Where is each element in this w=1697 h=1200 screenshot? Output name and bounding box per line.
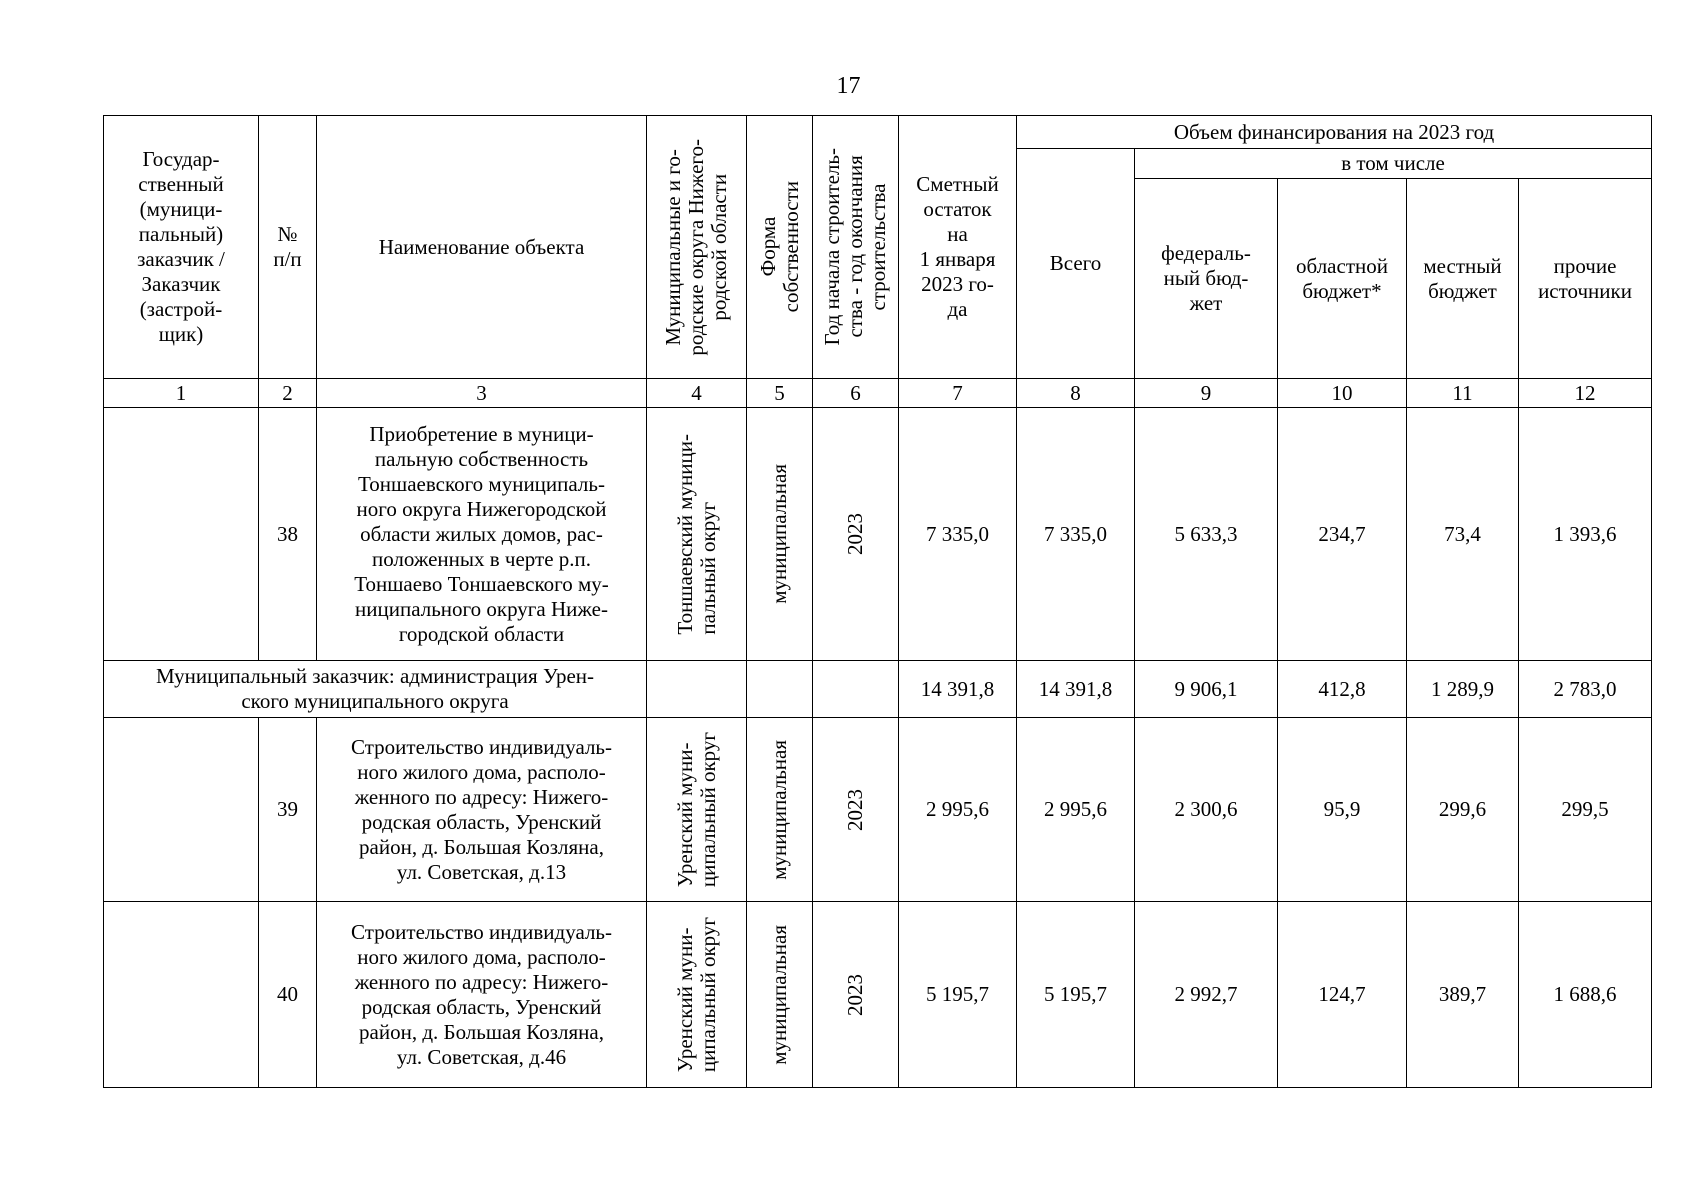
- header-municipality: Муниципальные и го- родские округа Нижего- родской области: [647, 116, 747, 379]
- header-object-name: Наименование объекта: [317, 116, 647, 379]
- column-number: 12: [1519, 379, 1652, 408]
- subtotal-row: [104, 661, 1652, 718]
- subtotal-regional: 412,8: [1278, 661, 1407, 718]
- row-regional: 124,7: [1278, 902, 1407, 1088]
- column-number: 2: [259, 379, 317, 408]
- column-number: 8: [1017, 379, 1135, 408]
- column-number: 10: [1278, 379, 1407, 408]
- header-other: прочие источники: [1519, 179, 1652, 379]
- row-local: 389,7: [1407, 902, 1519, 1088]
- row-ownership: муниципальная: [747, 408, 813, 661]
- financing-table: [103, 115, 1652, 1088]
- row-regional: 95,9: [1278, 718, 1407, 902]
- row-other: 299,5: [1519, 718, 1652, 902]
- header-regional: областной бюджет*: [1278, 179, 1407, 379]
- row-estimate: 5 195,7: [899, 902, 1017, 1088]
- row-local: 299,6: [1407, 718, 1519, 902]
- row-local: 73,4: [1407, 408, 1519, 661]
- header-local: местный бюджет: [1407, 179, 1519, 379]
- column-number: 6: [813, 379, 899, 408]
- row-other: 1 393,6: [1519, 408, 1652, 661]
- column-number: 3: [317, 379, 647, 408]
- subtotal-total: 14 391,8: [1017, 661, 1135, 718]
- table-row: [104, 718, 1652, 902]
- page-number: 17: [836, 73, 861, 99]
- row-object-name: Строительство индивидуаль- ного жилого дома, располо- женного по адресу: Нижего- родская область, Уренский район, д. Большая Козляна, ул. Советская, д.13: [317, 718, 647, 902]
- subtotal-local: 1 289,9: [1407, 661, 1519, 718]
- row-municipality: Уренский муни- ципальный округ: [647, 718, 747, 902]
- subtotal-label: Муниципальный заказчик: администрация Урен- ского муниципального округа: [104, 661, 647, 718]
- header-years: Год начала строитель- ства - год окончания строительства: [813, 116, 899, 379]
- row-federal: 2 992,7: [1135, 902, 1278, 1088]
- column-number: 9: [1135, 379, 1278, 408]
- table-row: [104, 408, 1652, 661]
- subtotal-empty: [747, 661, 813, 718]
- header-ownership: Форма собственности: [747, 116, 813, 379]
- header-estimate: Сметный остаток на 1 января 2023 го- да: [899, 116, 1017, 379]
- row-ownership: муниципальная: [747, 902, 813, 1088]
- subtotal-other: 2 783,0: [1519, 661, 1652, 718]
- row-federal: 5 633,3: [1135, 408, 1278, 661]
- row-customer: [104, 718, 259, 902]
- row-total: 5 195,7: [1017, 902, 1135, 1088]
- header-total: Всего: [1017, 149, 1135, 379]
- subtotal-empty: [813, 661, 899, 718]
- header-num: № п/п: [259, 116, 317, 379]
- subtotal-federal: 9 906,1: [1135, 661, 1278, 718]
- row-estimate: 2 995,6: [899, 718, 1017, 902]
- row-total: 7 335,0: [1017, 408, 1135, 661]
- row-customer: [104, 902, 259, 1088]
- subtotal-empty: [647, 661, 747, 718]
- subtotal-estimate: 14 391,8: [899, 661, 1017, 718]
- column-number: 11: [1407, 379, 1519, 408]
- row-num: 39: [259, 718, 317, 902]
- row-federal: 2 300,6: [1135, 718, 1278, 902]
- row-estimate: 7 335,0: [899, 408, 1017, 661]
- row-object-name: Строительство индивидуаль- ного жилого дома, располо- женного по адресу: Нижего- родская область, Уренский район, д. Большая Козляна, ул. Советская, д.46: [317, 902, 647, 1088]
- row-num: 38: [259, 408, 317, 661]
- row-year: 2023: [813, 902, 899, 1088]
- header-customer: Государ- ственный (муници- пальный) заказчик / Заказчик (застрой- щик): [104, 116, 259, 379]
- row-year: 2023: [813, 718, 899, 902]
- row-num: 40: [259, 902, 317, 1088]
- header-financing: Объем финансирования на 2023 год: [1017, 116, 1652, 149]
- row-object-name: Приобретение в муници- пальную собственность Тоншаевского муниципаль- ного округа Нижегородской области жилых домов, рас- положенных в черте р.п. Тоншаево Тоншаевского му- ниципального округа Ниже- городской области: [317, 408, 647, 661]
- row-ownership: муниципальная: [747, 718, 813, 902]
- header-row-1: [104, 116, 1652, 149]
- row-municipality: Уренский муни- ципальный округ: [647, 902, 747, 1088]
- row-total: 2 995,6: [1017, 718, 1135, 902]
- column-number: 1: [104, 379, 259, 408]
- column-number-row: [104, 379, 1652, 408]
- column-number: 7: [899, 379, 1017, 408]
- header-including: в том числе: [1135, 149, 1652, 179]
- row-other: 1 688,6: [1519, 902, 1652, 1088]
- row-customer: [104, 408, 259, 661]
- row-municipality: Тоншаевский муници- пальный округ: [647, 408, 747, 661]
- row-year: 2023: [813, 408, 899, 661]
- table-row: [104, 902, 1652, 1088]
- column-number: 4: [647, 379, 747, 408]
- row-regional: 234,7: [1278, 408, 1407, 661]
- header-federal: федераль- ный бюд- жет: [1135, 179, 1278, 379]
- column-number: 5: [747, 379, 813, 408]
